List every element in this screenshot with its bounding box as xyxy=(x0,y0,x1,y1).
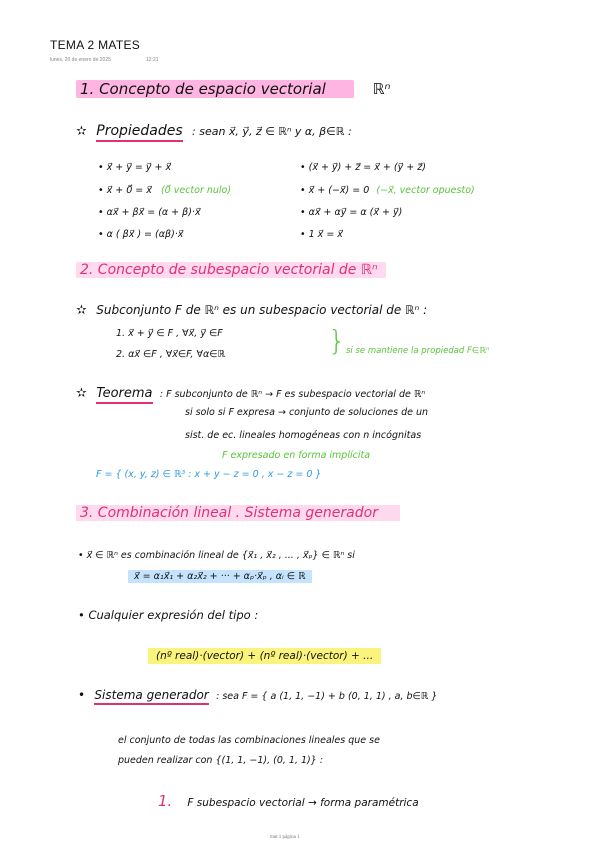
item-1-row xyxy=(158,791,419,810)
teorema-example: F = { (x, y, z) ∈ ℝ³ : x + y − z = 0 , x − z = 0 } xyxy=(96,469,322,480)
teorema-label: Teorema xyxy=(96,386,152,404)
sistema-label: Sistema generador xyxy=(94,688,208,705)
teorema-note: F expresado en forma implícita xyxy=(222,450,371,461)
teorema-line-3: sist. de ec. lineales homogéneas con n incógnitas xyxy=(185,430,422,441)
condition-2: 2. αx⃗ ∈F , ∀x⃗∈F, ∀α∈ℝ xyxy=(116,349,226,360)
sistema-line-2: el conjunto de todas las combinaciones lineales que se xyxy=(118,735,380,746)
section2-heading xyxy=(76,262,386,278)
combinacion-formula: x⃗ = α₁x⃗₁ + α₂x⃗₂ + ··· + αₚ·x⃗ₚ , αᵢ ∈ ℝ xyxy=(128,570,312,583)
bullet-expresion: • Cualquier expresión del tipo : xyxy=(78,608,259,622)
prop-left-2 xyxy=(98,185,231,196)
item-1-text: F subespacio vectorial → forma paramétrica xyxy=(187,797,419,809)
propiedades-label: Propiedades xyxy=(96,123,182,142)
bullet-combinacion: • x⃗ ∈ ℝⁿ es combinación lineal de {x⃗₁ , x⃗₂ , ... , x⃗ₚ} ∈ ℝⁿ si xyxy=(78,550,355,561)
teorema-line-1: : F subconjunto de ℝⁿ → F es subespacio vectorial de ℝⁿ xyxy=(159,389,426,400)
sistema-line-3: pueden realizar con {(1, 1, −1), (0, 1, 1)} : xyxy=(118,755,324,766)
star-icon: ✫ xyxy=(76,124,87,139)
page-footer: mat 1 página 1 xyxy=(270,835,300,840)
propiedades-text: : sean x⃗, y⃗, z⃗ ∈ ℝⁿ y α, β∈ℝ : xyxy=(192,125,352,138)
page-time: 12:21 xyxy=(146,57,159,63)
prop-left-4: • α ( βx⃗ ) = (αβ)·x⃗ xyxy=(98,229,184,240)
section3-heading xyxy=(76,505,400,521)
page-date: lunes, 20 de enero de 2025 xyxy=(50,57,111,63)
condition-bracket: } xyxy=(328,324,346,357)
prop-right-2 xyxy=(300,185,475,196)
subconjunto-text: Subconjunto F de ℝⁿ es un subespacio vectorial de ℝⁿ : xyxy=(96,303,428,317)
prop-right-2-note: (−x⃗, vector opuesto) xyxy=(376,185,475,196)
star-icon: ✫ xyxy=(76,386,87,401)
prop-right-4: • 1 x⃗ = x⃗ xyxy=(300,229,343,240)
section2-heading-text: 2. Concepto de subespacio vectorial de ℝⁿ xyxy=(76,262,386,278)
section1-heading-space: ℝⁿ xyxy=(372,80,391,98)
prop-left-3: • αx⃗ + βx⃗ = (α + β)·x⃗ xyxy=(98,207,201,218)
section3-heading-text: 3. Combinación lineal . Sistema generador xyxy=(76,505,400,521)
condition-1: 1. x⃗ + y⃗ ∈ F , ∀x⃗, y⃗ ∈F xyxy=(116,328,223,339)
section1-heading: 1. Concepto de espacio vectorial xyxy=(76,80,354,98)
propiedades-row xyxy=(76,123,352,139)
teorema-row xyxy=(76,386,425,401)
teorema-line-2: si solo si F expresa → conjunto de soluciones de un xyxy=(185,407,429,418)
prop-left-1: • x⃗ + y⃗ = y⃗ + x⃗ xyxy=(98,162,172,173)
section1-heading-row xyxy=(76,80,390,98)
prop-right-2-text: • x⃗ + (−x⃗) = 0 xyxy=(300,185,370,196)
item-1-number: 1. xyxy=(158,792,173,810)
page-title: TEMA 2 MATES xyxy=(50,38,141,52)
bracket-note: si se mantiene la propiedad F∈ℝⁿ xyxy=(346,346,490,356)
prop-left-2-text: • x⃗ + 0⃗ = x⃗ xyxy=(98,185,152,196)
star-icon: ✫ xyxy=(76,303,87,318)
subconjunto-row xyxy=(76,303,427,318)
prop-right-1: • (x⃗ + y⃗) + z⃗ = x⃗ + (y⃗ + z⃗) xyxy=(300,162,426,173)
prop-left-2-note: (0⃗ vector nulo) xyxy=(160,185,232,196)
expresion-formula: (nº real)·(vector) + (nº real)·(vector) + ... xyxy=(148,648,381,664)
prop-right-3: • αx⃗ + αy⃗ = α (x⃗ + y⃗) xyxy=(300,207,403,218)
bullet-sistema: • Sistema generador : sea F = { a (1, 1, −1) + b (0, 1, 1) , a, b∈ℝ } xyxy=(78,688,437,702)
sistema-text: : sea F = { a (1, 1, −1) + b (0, 1, 1) , a, b∈ℝ } xyxy=(216,691,438,702)
